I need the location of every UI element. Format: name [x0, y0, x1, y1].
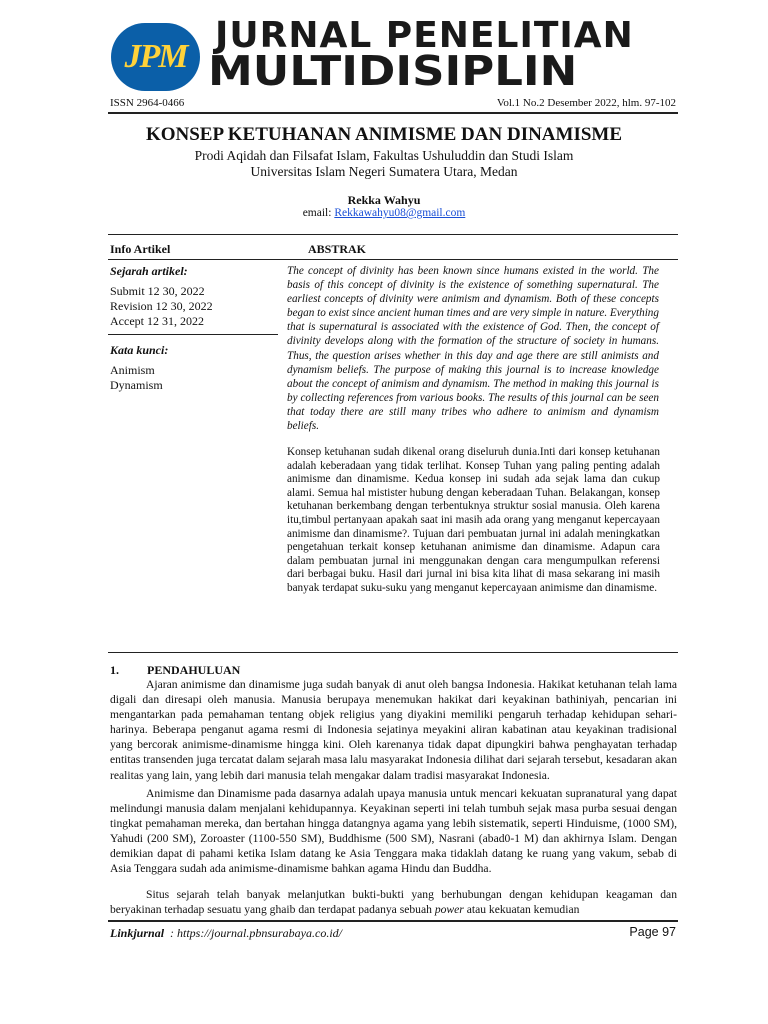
journal-title-line2: MULTIDISIPLIN [208, 46, 578, 96]
section-number: 1. [110, 663, 119, 677]
info-divider [108, 334, 278, 335]
affiliation-line2: Universitas Islam Negeri Sumatera Utara, Medan [250, 164, 518, 179]
paragraph-italic: power [434, 903, 464, 917]
section-title: PENDAHULUAN [147, 663, 241, 677]
footer-rule [108, 920, 678, 922]
table-bottom-rule [108, 652, 678, 653]
abstract-english: The concept of divinity has been known since humans existed in the world. The basis of this concept of divinity is the existence of something supernatural. The earliest concepts of divinity were animism and dynamism. Both of these concepts began to exist since ancient human times and are very simple in nature. Everything that is supernatural is associated with the existence of God. Then, the concept of divinity develops along with the formation of the structure of society in humans. Thus, the question arises whether in this day and age there are still animists and dynamism beliefs. The purpose of making this journal is to increase knowledge about the concept of animism and dynamism. The method in making this journal is by collecting references from various books. The results of this journal can be seen that today there are still many tribes who adhere to animism and dynamism beliefs. [287, 265, 659, 433]
logo-text: JPM [124, 38, 187, 75]
footer-url[interactable]: : https://journal.pbnsurabaya.co.id/ [170, 926, 342, 940]
page-number: Page 97 [629, 925, 676, 939]
affiliation-line1: Prodi Aqidah dan Filsafat Islam, Fakultas Ushuluddin dan Studi Islam [194, 148, 574, 163]
table-header-rule [108, 259, 678, 260]
email-label: email: [302, 207, 332, 219]
abstract-heading: ABSTRAK [308, 242, 367, 256]
paragraph: Animisme dan Dinamisme pada dasarnya adalah upaya manusia untuk mencari kekuatan supranatural yang dapat melindungi manusia dalam menjalani kehidupannya. Keyakinan seperti ini telah tumbuh sejak masa purba sesuai dengan tingkat pemahaman mereka, dan bertahan hingga datangnya agama yang lebih sistematik, seperti Hinduisme, (1000 SM), Yahudi (200 SM), Zoroaster (1100-550 SM), Buddhisme (500 SM), Nasrani (abad0-1 M) dan akhirnya Islam. Dengan demikian dapat di pahami ketika Islam datang ke Asia Tenggara maka tidaklah datang ke ruang yang vakum, sebab di Asia Tenggara sudah ada animisme-dinamisme bahkan agama Hindu dan Buddha. [110, 787, 677, 876]
accept-date: Accept 12 31, 2022 [110, 314, 204, 328]
issn: ISSN 2964-0466 [110, 97, 185, 109]
journal-logo [111, 23, 200, 91]
volume-info: Vol.1 No.2 Desember 2022, hlm. 97-102 [496, 97, 676, 109]
revision-date: Revision 12 30, 2022 [110, 299, 213, 313]
paragraph: Ajaran animisme dan dinamisme juga sudah banyak di anut oleh bangsa Indonesia. Hakikat ketuhanan telah lama digali dan diresapi oleh manusia. Manusia berupaya menemukan hakikat dari keyakinan bathiniyah, pencarian ini mengantarkan pada pemahaman tentang objek religius yang diyakini memiliki pengaruh terhadap kehidupan sehari-harinya. Beberapa penganut agama resmi di Indonesia sejatinya meyakini aliran kabatinan atau keyakinan tradisional yang bercorak animisme-dinamisme hingga kini. Oleh karenanya tidak dapat dipungkiri bahwa penghayatan terhadap entitas transenden juga tercatat dalam sejarah masa lalu masyarakat Indonesia dilihat dari sejarah tersebut, kesadaran akan realitas yang lain, yang lebih dari manusia telah mengakar dalam tradisi masyarakat Indonesia. [110, 678, 677, 782]
table-top-rule [108, 234, 678, 235]
info-heading: Info Artikel [110, 242, 171, 256]
journal-title-line1: JURNAL PENELITIAN [215, 15, 634, 56]
author-email-line [0, 207, 768, 219]
author-name: Rekka Wahyu [347, 193, 421, 207]
email-link[interactable]: Rekkawahyu08@gmail.com [334, 207, 466, 219]
keywords-label: Kata kunci: [110, 343, 169, 357]
paragraph-text: Situs sejarah telah banyak melanjutkan bukti-bukti yang berhubungan dengan kehidupan keagaman dan beryakinan terhadap sesuatu yang ghaib dan terdapat padanya sebuah [110, 888, 677, 917]
paragraph-text-end: atau kekuatan kemudian [466, 903, 580, 917]
paragraph [110, 887, 677, 917]
keyword-animism: Animism [110, 363, 155, 377]
paper-title: KONSEP KETUHANAN ANIMISME DAN DINAMISME [145, 124, 623, 145]
footer-label: Linkjurnal [110, 926, 165, 940]
header-divider [108, 112, 678, 114]
submit-date: Submit 12 30, 2022 [110, 284, 205, 298]
abstract-indonesian: Konsep ketuhanan sudah dikenal orang diseluruh dunia.Inti dari konsep ketuhanan adalah keberadaan yang tidak terlihat. Konsep Tuhan yang paling penting adalah animisme dan dinamisme. Kedua konsep ini sudah ada sejak lama dan cukup alami. Semua hal mistister hubung dengan keberadaan Tuhan. Belakangan, konsep ketuhanan berkembang dengan terbentuknya struktur sosial manusia. Oleh karena itu,timbul pertanyaan apakah saat ini masih ada orang yang menganut kepercayaan animisme dan dinamisme?. Tujuan dari pembuatan jurnal ini adalah meningkatkan pengetahuan terkait konsep ketuhanan animisme dan dinamisme. Adapun cara dalam pembuatan jurnal ini menggunakan dengan cara mengumpulkan referensi dari berbagai buku. Hasil dari jurnal ini bisa kita lihat di masa sekarang ini masih banyak terdapat suku-suku yang menganut kepercayaan animisme dan dinamisme. [287, 446, 660, 594]
history-label: Sejarah artikel: [110, 264, 188, 278]
keyword-dynamism: Dynamism [110, 378, 163, 392]
